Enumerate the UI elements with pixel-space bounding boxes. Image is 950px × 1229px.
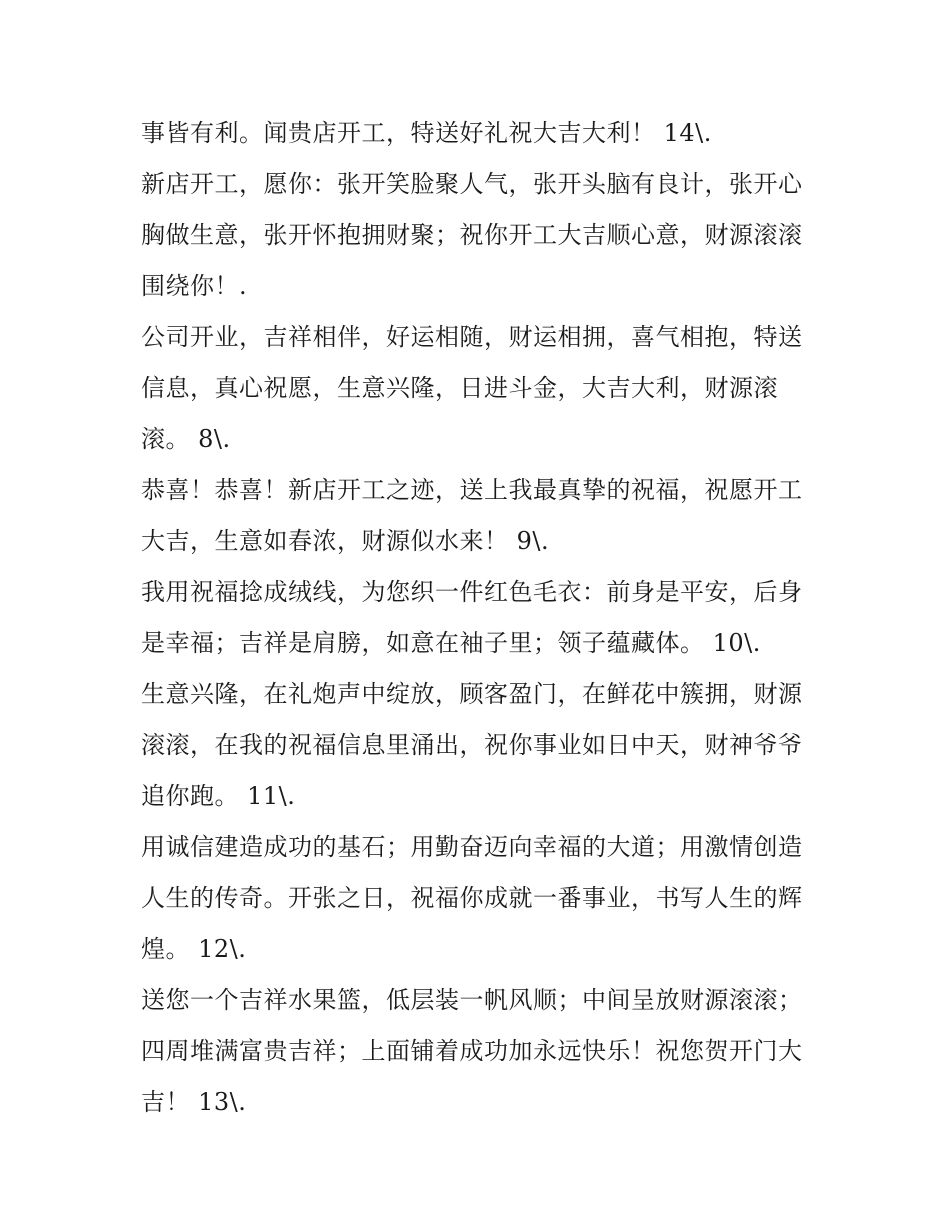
text-line: 信息，真心祝愿，生意兴隆，日进斗金，大吉大利，财源滚	[141, 374, 778, 402]
text-line: 公司开业，吉祥相伴，好运相随，财运相拥，喜气相抱，特送	[141, 323, 803, 351]
text-line: 追你跑。 11\.	[141, 782, 296, 810]
text-line: 我用祝福捻成绒线，为您织一件红色毛衣：前身是平安，后身	[141, 578, 803, 606]
text-line: 生意兴隆，在礼炮声中绽放，顾客盈门，在鲜花中簇拥，财源	[141, 680, 803, 708]
text-line: 送您一个吉祥水果篮，低层装一帆风顺；中间呈放财源滚滚；	[141, 986, 803, 1014]
text-line: 新店开工，愿你：张开笑脸聚人气，张开头脑有良计，张开心	[141, 170, 803, 198]
text-line: 恭喜！恭喜！新店开工之迹，送上我最真挚的祝福，祝愿开工	[141, 476, 803, 504]
text-line: 是幸福；吉祥是肩膀，如意在袖子里；领子蕴藏体。 10\.	[141, 629, 761, 657]
text-line: 煌。 12\.	[141, 935, 247, 963]
text-line: 吉！ 13\.	[141, 1088, 247, 1116]
text-line: 滚滚，在我的祝福信息里涌出，祝你事业如日中天，财神爷爷	[141, 731, 803, 759]
text-line: 围绕你！.	[141, 272, 248, 300]
text-line: 胸做生意，张开怀抱拥财聚；祝你开工大吉顺心意，财源滚滚	[141, 221, 803, 249]
text-line: 用诚信建造成功的基石；用勤奋迈向幸福的大道；用激情创造	[141, 833, 803, 861]
text-line: 事皆有利。闻贵店开工，特送好礼祝大吉大利！ 14\.	[141, 119, 712, 147]
text-line: 大吉，生意如春浓，财源似水来！ 9\.	[141, 527, 550, 555]
body-text	[141, 108, 821, 1128]
text-line: 四周堆满富贵吉祥；上面铺着成功加永远快乐！祝您贺开门大	[141, 1037, 803, 1065]
text-line: 人生的传奇。开张之日，祝福你成就一番事业，书写人生的辉	[141, 884, 803, 912]
text-line: 滚。 8\.	[141, 425, 231, 453]
